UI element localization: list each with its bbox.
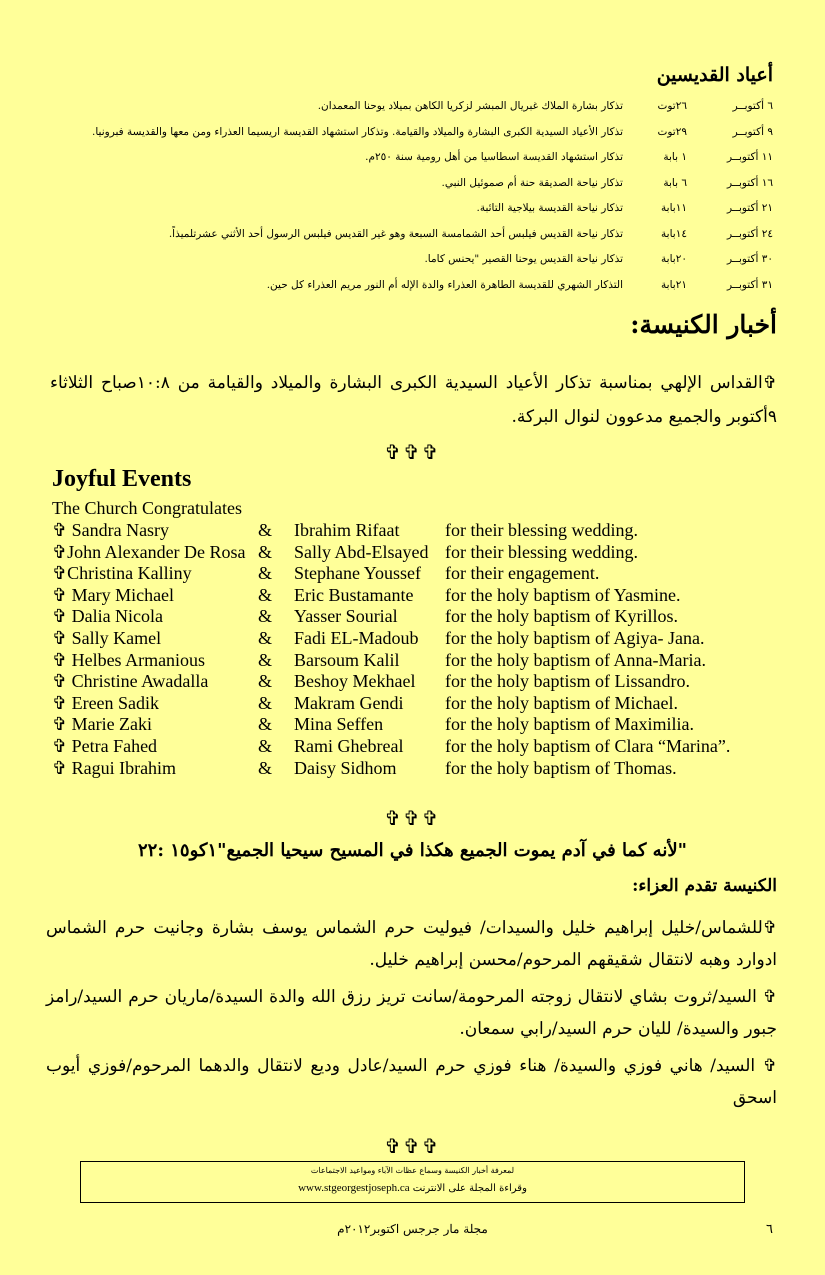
joyful-event-reason: for their engagement. — [445, 563, 600, 584]
joyful-event-ampersand: & — [258, 757, 273, 778]
saint-feast-gregorian-date: ٣٠ أكتوبــر — [727, 253, 773, 265]
church-news-body: القداس الإلهي بمناسبة تذكار الأعياد السيدية الكبرى البشارة والميلاد والقيامة من ١٠:٨صباح الثلاثاء ٩أكتوبر والجميع مدعوون لنوال البركة. — [50, 373, 777, 427]
joyful-event-person-1: ✞Christina Kalliny — [52, 563, 192, 584]
saint-feast-coptic-date: ٦ بابة — [663, 176, 687, 189]
joyful-event-person-2: Mina Seffen — [294, 714, 384, 735]
saint-feast-gregorian-date: ٩ أكتوبــر — [732, 125, 773, 138]
saint-feast-coptic-date: ٢٩توت — [657, 125, 687, 138]
bible-verse: "لأنه كما في آدم يموت الجميع هكذا في المسيح سيحيا الجميع"١كو١٥ :٢٢ — [138, 840, 687, 861]
joyful-event-person-2: Stephane Youssef — [294, 563, 422, 584]
saint-feast-row — [40, 279, 773, 305]
joyful-event-ampersand: & — [258, 649, 273, 670]
joyful-event-reason: for the holy baptism of Maximilia. — [445, 714, 694, 735]
joyful-event-ampersand: & — [258, 671, 273, 692]
joyful-event-row — [52, 628, 782, 650]
joyful-event-row — [52, 671, 782, 693]
website-info-box — [80, 1161, 745, 1203]
joyful-event-reason: for the holy baptism of Lissandro. — [445, 671, 690, 692]
saint-feast-gregorian-date: ٢١ أكتوبــر — [727, 202, 773, 214]
saint-feast-description: تذكار نياحة القديسة بيلاجية التائبة. — [476, 202, 623, 214]
joyful-event-reason: for the holy baptism of Yasmine. — [445, 584, 681, 605]
saint-feast-row — [40, 228, 773, 254]
church-news-text — [50, 366, 777, 434]
joyful-event-row — [52, 758, 782, 780]
joyful-events-title: Joyful Events — [52, 466, 192, 492]
joyful-event-ampersand: & — [258, 692, 273, 713]
cross-divider-2: ✞✞✞ — [384, 806, 441, 830]
saint-feast-row — [40, 151, 773, 177]
page-number: ٦ — [766, 1222, 773, 1237]
joyful-event-person-2: Yasser Sourial — [294, 606, 398, 627]
joyful-event-row — [52, 714, 782, 736]
joyful-event-row — [52, 563, 782, 585]
cross-divider-1: ✞✞✞ — [384, 440, 441, 464]
saint-feast-description: التذكار الشهري للقديسة الطاهرة العذراء والدة الإله أم النور مريم العذراء كل حين. — [266, 278, 623, 291]
saint-feast-description: تذكار نياحة القديس يوحنا القصير "يحنس كاما. — [424, 253, 623, 265]
joyful-event-person-2: Makram Gendi — [294, 692, 404, 713]
joyful-event-row — [52, 650, 782, 672]
saint-feast-description: تذكار نياحة الصديقة حنة أم صموئيل النبي. — [441, 176, 623, 189]
saint-feast-row — [40, 126, 773, 152]
condolence-item — [46, 1050, 777, 1114]
joyful-events-subtitle: The Church Congratulates — [52, 498, 242, 518]
joyful-events-list — [52, 520, 782, 779]
joyful-event-row — [52, 693, 782, 715]
website-link[interactable]: www.stgeorgestjoseph.ca — [298, 1182, 410, 1194]
joyful-event-ampersand: & — [258, 714, 273, 735]
joyful-event-reason: for the holy baptism of Kyrillos. — [445, 606, 678, 627]
coptic-cross-icon: ✞ — [762, 1056, 777, 1076]
saint-feast-gregorian-date: ١٦ أكتوبــر — [727, 176, 773, 189]
joyful-event-person-1: ✞John Alexander De Rosa — [52, 541, 246, 562]
footer-info-text: لمعرفة أخبار الكنيسة وسماع عظات الآباء ومواعيد الاجتماعات — [310, 1166, 515, 1175]
joyful-event-person-2: Eric Bustamante — [294, 584, 414, 605]
condolence-item — [46, 912, 777, 976]
church-news-title: أخبار الكنيسة: — [630, 310, 777, 339]
saint-feast-row — [40, 177, 773, 203]
joyful-event-ampersand: & — [258, 735, 273, 756]
joyful-event-reason: for their blessing wedding. — [445, 541, 638, 562]
saint-feast-gregorian-date: ١١ أكتوبــر — [727, 151, 773, 163]
saint-feast-row — [40, 100, 773, 126]
saint-feast-coptic-date: ١١بابة — [661, 202, 687, 214]
joyful-event-reason: for the holy baptism of Agiya- Jana. — [445, 627, 705, 648]
joyful-event-person-1: ✞ Ereen Sadik — [52, 692, 160, 713]
joyful-event-person-1: ✞ Marie Zaki — [52, 714, 153, 735]
joyful-event-ampersand: & — [258, 520, 273, 540]
joyful-event-person-2: Daisy Sidhom — [294, 757, 397, 778]
joyful-event-person-2: Barsoum Kalil — [294, 649, 400, 670]
joyful-event-reason: for the holy baptism of Michael. — [445, 692, 678, 713]
saint-feast-description: تذكار بشارة الملاك غبريال المبشر لزكريا الكاهن بميلاد يوحنا المعمدان. — [317, 100, 623, 112]
joyful-event-person-1: ✞ Christine Awadalla — [52, 671, 209, 692]
joyful-event-ampersand: & — [258, 563, 273, 584]
joyful-event-ampersand: & — [258, 584, 273, 605]
saints-feasts-list — [40, 100, 773, 304]
joyful-event-person-2: Beshoy Mekhael — [294, 671, 416, 692]
saint-feast-description: تذكار نياحة القديس فيلبس أحد الشمامسة السبعة وهو غير القديس فيلبس الرسول أحد الأثني عشرتلميذاً. — [168, 227, 623, 240]
coptic-cross-icon: ✞ — [762, 918, 777, 938]
saint-feast-row — [40, 253, 773, 279]
joyful-event-person-1: ✞ Sally Kamel — [52, 627, 162, 648]
footer-online-text: وقراءة المجلة على الانترنت — [412, 1183, 527, 1194]
joyful-event-reason: for the holy baptism of Thomas. — [445, 757, 677, 778]
saint-feast-gregorian-date: ٦ أكتوبــر — [732, 100, 773, 112]
condolences-title: الكنيسة تقدم العزاء: — [632, 876, 777, 896]
saint-feast-coptic-date: ١٤بابة — [661, 227, 687, 240]
joyful-event-row — [52, 520, 782, 542]
saint-feast-gregorian-date: ٢٤ أكتوبــر — [727, 227, 773, 240]
condolence-text: للشماس/خليل إبراهيم خليل والسيدات/ فيوليت حرم الشماس يوسف بشارة وجانيت حرم الشماس ادوارد وهبه لانتقال شقيقهم المرحوم/محسن إبراهيم خليل. — [46, 918, 777, 970]
joyful-event-person-1: ✞ Mary Michael — [52, 584, 175, 605]
joyful-event-reason: for the holy baptism of Anna-Maria. — [445, 649, 706, 670]
coptic-cross-icon: ✞ — [762, 987, 777, 1007]
condolence-item — [46, 981, 777, 1045]
saint-feast-coptic-date: ٢٠بابة — [661, 253, 687, 265]
condolence-text: السيد/ثروت بشاي لانتقال زوجته المرحومة/سانت تريز رزق الله والدة السيدة/ماريان حرم السيد/رامز جبور والسيدة/ لليان حرم السيد/رابي سمعان. — [46, 987, 777, 1039]
footer-url-line — [81, 1182, 744, 1194]
joyful-event-row — [52, 585, 782, 607]
joyful-event-row — [52, 542, 782, 564]
joyful-event-person-1: ✞ Petra Fahed — [52, 735, 158, 756]
saint-feast-coptic-date: ٢١بابة — [661, 278, 687, 291]
saint-feast-gregorian-date: ٣١ أكتوبــر — [727, 278, 773, 291]
joyful-event-person-1: ✞ Sandra Nasry — [52, 520, 170, 540]
saint-feast-coptic-date: ٢٦توت — [657, 100, 687, 112]
magazine-title-footer: مجلة مار جرجس اكتوبر٢٠١٢م — [337, 1222, 488, 1236]
joyful-event-reason: for their blessing wedding. — [445, 520, 638, 540]
condolence-text: السيد/ هاني فوزي والسيدة/ هناء فوزي حرم السيد/عادل وديع لانتقال والدهما المرحوم/فوزي أيوب اسحق — [46, 1056, 777, 1108]
joyful-event-person-1: ✞ Dalia Nicola — [52, 606, 164, 627]
joyful-event-ampersand: & — [258, 606, 273, 627]
joyful-event-person-1: ✞ Ragui Ibrahim — [52, 757, 177, 778]
joyful-event-person-2: Fadi EL-Madoub — [294, 627, 419, 648]
joyful-event-person-2: Ibrahim Rifaat — [294, 520, 400, 540]
saint-feast-coptic-date: ١ بابة — [663, 151, 687, 163]
saint-feast-description: تذكار الأعياد السيدية الكبرى البشارة والميلاد والقيامة. وتذكار استشهاد القديسة اريسيما العذراء ومن معها والقديسة فبرونيا. — [92, 125, 623, 138]
joyful-event-row — [52, 736, 782, 758]
joyful-event-ampersand: & — [258, 627, 273, 648]
joyful-event-person-2: Sally Abd-Elsayed — [294, 541, 429, 562]
joyful-event-person-1: ✞ Helbes Armanious — [52, 649, 206, 670]
coptic-cross-icon: ✞ — [762, 373, 778, 393]
cross-divider-3: ✞✞✞ — [384, 1134, 441, 1158]
saint-feast-description: تذكار استشهاد القديسة اسطاسيا من أهل رومية سنة ٢٥٠م. — [365, 151, 623, 163]
joyful-event-ampersand: & — [258, 541, 273, 562]
joyful-event-person-2: Rami Ghebreal — [294, 735, 404, 756]
saint-feast-row — [40, 202, 773, 228]
condolences-list — [46, 912, 777, 1119]
saints-feasts-title: أعياد القديسين — [656, 64, 773, 86]
joyful-event-reason: for the holy baptism of Clara “Marina”. — [445, 735, 731, 756]
joyful-event-row — [52, 606, 782, 628]
